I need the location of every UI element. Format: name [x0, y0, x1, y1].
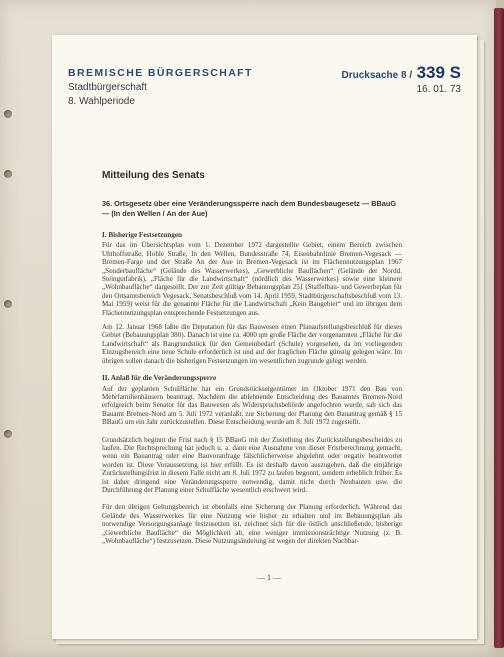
item-heading: 36. Ortsgesetz über eine Veränderungssperre nach dem Bundesbaugesetz — BBauG — (In den Wellen / An der Aue) [102, 199, 396, 218]
doc-number: 339 S [416, 63, 461, 82]
document-page [52, 35, 477, 639]
binder-spine [494, 8, 504, 648]
paragraph: Für das im Übersichtsplan vom 1. Dezember 1972 dargestellte Gebiet, einem Bereich zwischen Uhthoffstraße, Hohle Straße, In den Wellen, Bundesstraße 74, Eisenbahnlinie Bremen-Vegesack — Bremen-Farge und der Straße An der Aue in Bremen-Vegesack ist im Flächennutzungsplan 1967 „Sonderbaufläche“ (Gelände des Wasserwerkes), „Gewerbliche Bauflächen“ (Gelände der Nordd. Steingutfabrik), „Fläche für die Landwirtschaft“ (nördlich des Wasserwerkes) sowie eine kleinere „Wohnbaufläche“ dargestellt. Der zur Zeit gültige Bebauungsplan 251 (Staffelbau- und Gewerbeplan für den Ortsamtsbereich Vegesack, Senatsbeschluß vom 14. April 1959, Stadtbürgerschaftsbeschluß vom 13. Mai 1959) weist für die genannte Fläche für die Landwirtschaft „Kein Baugebiet“ und im übrigen dem Flächennutzungsplan entsprechende Festsetzungen aus. [102, 241, 402, 317]
section-heading: I. Bisherige Festsetzungen [102, 231, 183, 239]
doc-title: Mitteilung des Senats [102, 170, 205, 181]
punch-hole [4, 430, 12, 438]
doc-date: 16. 01. 73 [416, 84, 461, 95]
page-number: — 1 — [257, 573, 281, 582]
subtitle: Stadtbürgerschaft [68, 82, 147, 93]
punch-hole [4, 110, 12, 118]
header-left [68, 67, 253, 107]
punch-hole [4, 300, 12, 308]
paragraph: Für den übrigen Geltungsbereich ist ebenfalls eine Sicherung der Planung erforderlich. Während das Gelände des Wasserwerkes für eine Nutzung wie bisher zu erhalten und im Bebauungsplan als notwendige Versorgungsanlage festzusetzen ist, zeichnet sich für die östlich anschließende, bisherige „Gewerbliche Baufläche“ die Möglichkeit ab, eine weniger immissionsträchtige Nutzung (z. B. „Wohnbaufläche“) festzusetzen. Diese Nutzungsänderung ist wegen der direkten Nachbar- [102, 503, 402, 545]
section-heading: II. Anlaß für die Veränderungssperre [102, 374, 217, 383]
document-body [102, 231, 402, 551]
paragraph: Am 12. Januar 1968 faßte die Deputation für das Bauwesen einen Planaufstellungsbeschluß für dieses Gebiet (Bebauungsplan 380). Danach ist eine ca. 4000 qm große Fläche der vorgenannten „Fläche für die Landwirtschaft“ als Baugrundstück für den Gemeinbedarf (Schule) vorgesehen, da im vorliegenden Einzugsbereich eine neue Schule erforderlich ist und auf der fraglichen Fläche günstig gelegen wäre. Im übrigen sollen danach die bisherigen Festsetzungen im wesentlichen zugrunde gelegt werden. [102, 323, 402, 365]
paragraph: Auf der geplanten Schulfläche hat ein Grundstückseigentümer im Oktober 1971 den Bau von Mehrfamilienhäusern beantragt. Nachdem die ablehnende Entscheidung des Bauamtes Bremen-Nord erfolgreich beim Senator für das Bauwesen als Widerspruchsbehörde angefochten wurde, sah sich das Bauamt Bremen-Nord am 5. Juli 1972 veranlaßt, zur Sicherung der Planung den Bauantrag gemäß § 15 BBauG um ein Jahr zurückzustellen. Diese Entscheidung wurde am 8. Juli 1972 zugestellt. [102, 384, 402, 427]
period: 8. Wahlperiode [68, 96, 135, 107]
header-right [342, 63, 462, 95]
doc-label: Drucksache 8 / [341, 70, 413, 81]
parliament-name: BREMISCHE BÜRGERSCHAFT [68, 67, 253, 79]
paragraph: Grundsätzlich beginnt die Frist nach § 15 BBauG mit der Zustellung des Zurückstellungsbescheides zu laufen. Die Rechtsprechung hat jedoch u. a. dann eine Ausnahme von dieser Fristberechnung gemacht, wenn ein Bauantrag oder eine Bauvoranfrage fälschlicherweise abgelehnt oder negativ beantwortet worden ist. Diese Voraussetzung ist hier erfüllt. Es ist deshalb davon auszugehen, daß die einjährige Zurückstellungsfrist in diesem Falle nicht am 8. Juli 1972 zu laufen begonnt, sondern erheblich früher. Es ist daher dringend eine Veränderungssperre notwendig, damit nicht durch Neubauten usw. die Durchführung der Planung einer Schulfläche wesentlich erschwert wird. [102, 435, 402, 494]
punch-hole [4, 170, 12, 178]
